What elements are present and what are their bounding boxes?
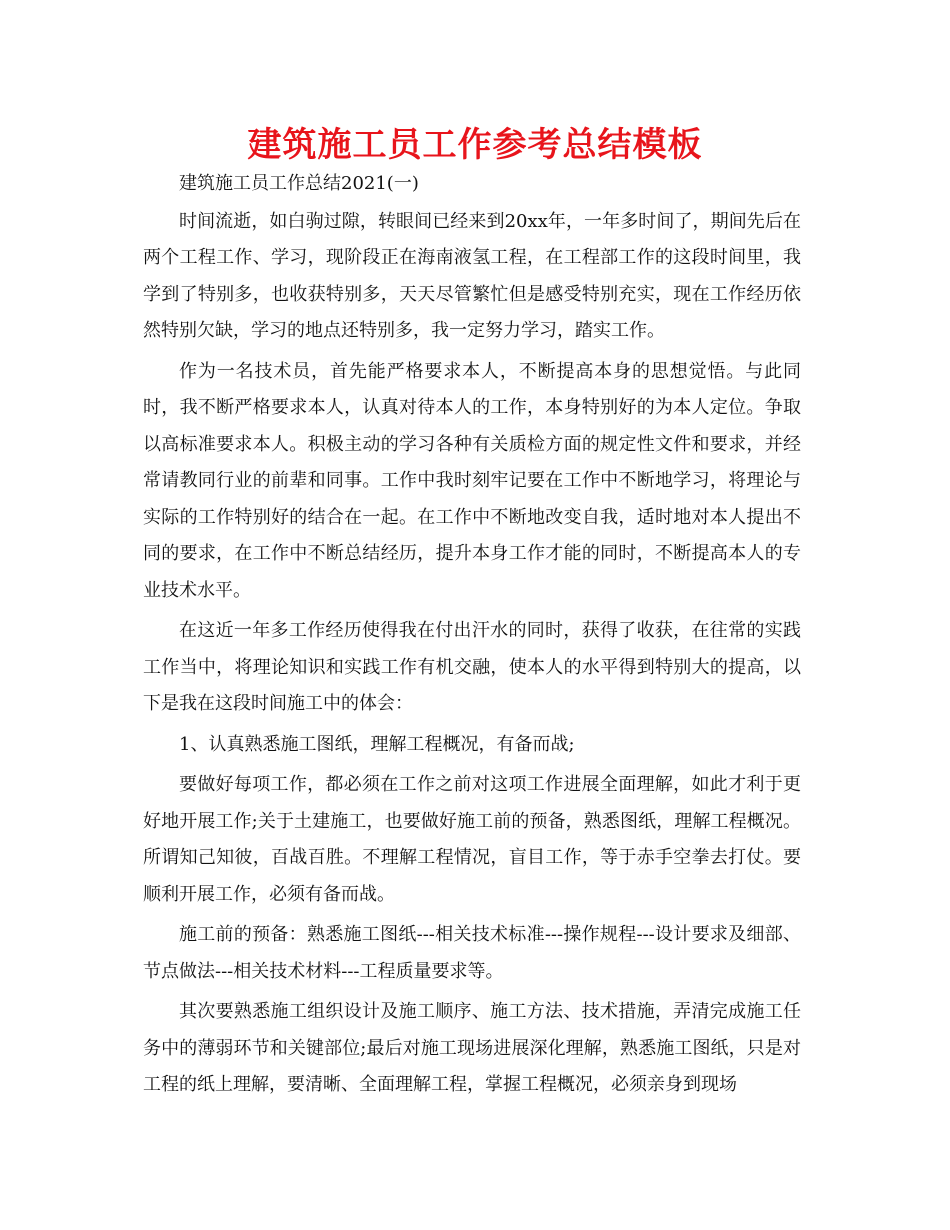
paragraph: 时间流逝，如白驹过隙，转眼间已经来到20xx年，一年多时间了，期间先后在两个工程工作、学习，现阶段正在海南液氢工程，在工程部工作的这段时间里，我学到了特别多，也收获特别多，天天尽管繁忙但是感受特别充实，现在工作经历依然特别欠缺，学习的地点还特别多，我一定努力学习，踏实工作。 — [143, 210, 801, 341]
paragraph: 要做好每项工作，都必须在工作之前对这项工作进展全面理解，如此才利于更好地开展工作;关于土建施工，也要做好施工前的预备，熟悉图纸，理解工程概况。所谓知己知彼，百战百胜。不理解工程情况，盲目工作，等于赤手空拳去打仗。要顺利开展工作，必须有备而战。 — [143, 774, 801, 905]
document-title: 建筑施工员工作参考总结模板 — [247, 125, 703, 165]
paragraph: 施工前的预备：熟悉施工图纸---相关技术标准---操作规程---设计要求及细部、节点做法---相关技术材料---工程质量要求等。 — [143, 924, 801, 982]
paragraph: 在这近一年多工作经历使得我在付出汗水的同时，获得了收获，在往常的实践工作当中，将理论知识和实践工作有机交融，使本人的水平得到特别大的提高，以下是我在这段时间施工中的体会： — [143, 620, 801, 714]
document-subtitle: 建筑施工员工作总结2021(一) — [179, 173, 419, 194]
paragraph: 其次要熟悉施工组织设计及施工顺序、施工方法、技术措施，弄清完成施工任务中的薄弱环节和关键部位;最后对施工现场进展深化理解，熟悉施工图纸，只是对工程的纸上理解，要清晰、全面理解工程，掌握工程概况，必须亲身到现场 — [143, 1001, 801, 1095]
paragraph: 作为一名技术员，首先能严格要求本人，不断提高本身的思想觉悟。与此同时，我不断严格要求本人，认真对待本人的工作，本身特别好的为本人定位。争取以高标准要求本人。积极主动的学习各种有关质检方面的规定性文件和要求，并经常请教同行业的前辈和同事。工作中我时刻牢记要在工作中不断地学习，将理论与实际的工作特别好的结合在一起。在工作中不断地改变自我，适时地对本人提出不同的要求，在工作中不断总结经历，提升本身工作才能的同时，不断提高本人的专业技术水平。 — [143, 360, 801, 601]
document-body — [143, 166, 801, 1108]
section-heading: 1、认真熟悉施工图纸，理解工程概况，有备而战; — [179, 733, 575, 755]
